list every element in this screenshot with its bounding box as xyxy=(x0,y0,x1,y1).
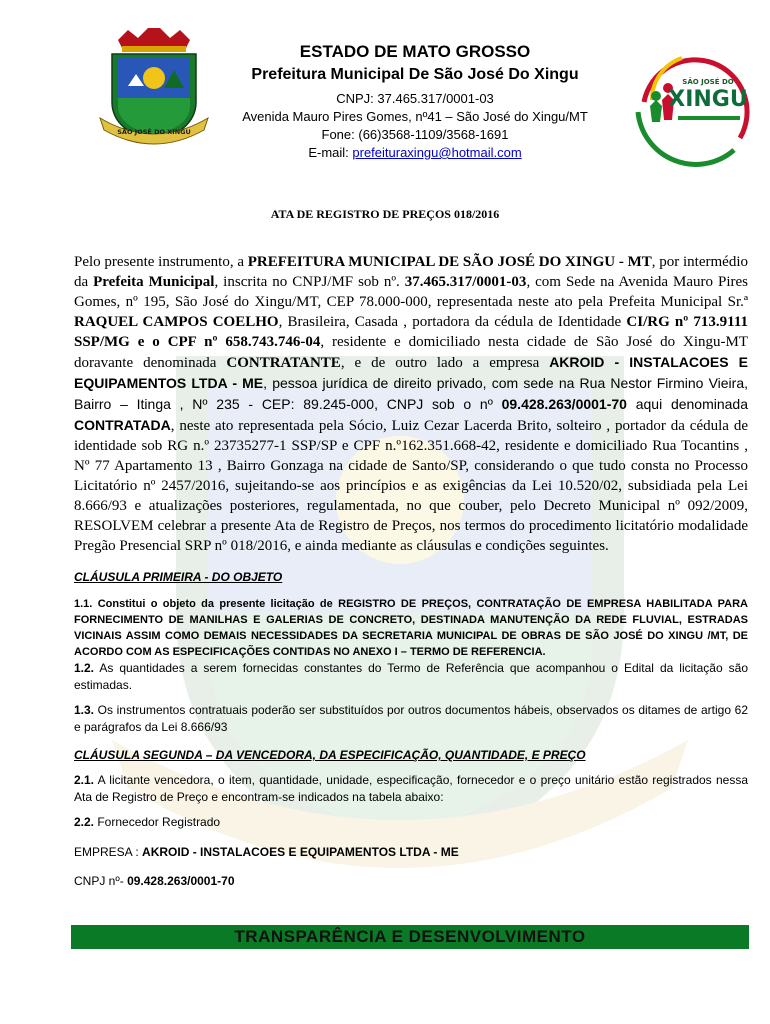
item-number: 1.2. xyxy=(74,661,95,675)
clause1-item2 xyxy=(74,660,748,694)
address-line: Avenida Mauro Pires Gomes, nº41 – São José do Xingu/MT xyxy=(242,109,588,124)
email-label: E-mail: xyxy=(308,145,353,160)
item-number: 2.2. xyxy=(74,815,95,829)
intro-bold: PREFEITURA MUNICIPAL DE SÃO JOSÉ DO XINGU - MT xyxy=(247,254,652,270)
intro-bold: Prefeita Municipal xyxy=(93,274,215,290)
cnpj-value: 09.428.263/0001-70 xyxy=(127,874,235,888)
supplier-company-line xyxy=(74,844,748,861)
intro-bold: CONTRATANTE xyxy=(226,355,341,371)
intro-bold: RAQUEL CAMPOS COELHO xyxy=(74,314,279,330)
intro-text: , pessoa jurídica de direito privado, com sede na Rua Nestor Firmino Vieira, Bairro – Itinga , Nº 235 - CEP: 89.245-000, CNPJ sob o nº xyxy=(74,375,749,412)
email-link[interactable]: prefeituraxingu@hotmail.com xyxy=(352,145,522,160)
clause2-item2 xyxy=(74,814,748,831)
intro-paragraph xyxy=(74,252,748,556)
intro-text: , e de outro lado a empresa xyxy=(340,355,550,371)
clause2-item1 xyxy=(74,772,748,806)
intro-text: , inscrita no CNPJ/MF sob nº. xyxy=(214,274,405,290)
clause1-heading: CLÁUSULA PRIMEIRA - DO OBJETO xyxy=(74,570,283,584)
prefeitura-name: Prefeitura Municipal De São José Do Xingu xyxy=(251,66,579,83)
letterhead xyxy=(180,42,650,162)
intro-text: , neste ato representada pela Sócio, Luiz Cezar Lacerda Brito, solteiro , portador da cédula de identidade sob RG n.º 23735277-1 SSP/SP e CPF n.º162.351.668-42, residente e domiciliado Rua Tocantins , Nº 77 Apartamento 13 , Bairro Gonzaga na cidade de Santo/SP, considerando o que tudo consta no Processo Licitatório nº 2457/2016, sujeitando-se aos princípios e as exigências da Lei 10.520/02, subsidiada pela Lei 8.666/93 e atualizações posteriores, regulamentada, no que couber, pelo Decreto Municipal nº 092/2009, RESOLVEM celebrar a presente Ata de Registro de Preços, nos termos do procedimento licitatório modalidade Pregão Presencial SRP nº 018/2016, e ainda mediante as cláusulas e condições seguintes. xyxy=(74,418,748,554)
brand-name-text: XINGU xyxy=(668,87,748,112)
intro-text: Pelo presente instrumento, a xyxy=(74,254,248,270)
intro-text: , com Sede na Avenida Mauro Pires Gomes, nº 195, São José do Xingu/MT, CEP 78.000-000, representada neste ato pela Prefeita Municipal Sr.ª xyxy=(74,274,748,310)
clause1-heading-line xyxy=(74,568,748,586)
footer-slogan: TRANSPARÊNCIA E DESENVOLVIMENTO xyxy=(234,927,586,946)
clause1-item3 xyxy=(74,702,748,736)
item-text: A licitante vencedora, o item, quantidade, unidade, especificação, fornecedor e o preço unitário estão registrados nessa Ata de Registro de Preço e encontram-se indicados na tabela abaixo: xyxy=(74,773,748,804)
document-title: ATA DE REGISTRO DE PREÇOS 018/2016 xyxy=(270,207,500,221)
supplier-cnpj-line xyxy=(74,873,748,890)
clause2-heading-line xyxy=(74,746,748,764)
intro-bold: 09.428.263/0001-70 xyxy=(501,396,627,412)
item-text: Os instrumentos contratuais poderão ser substituídos por outros documentos hábeis, observados os ditames de artigo 62 e parágrafos da Lei 8.666/93 xyxy=(74,703,748,734)
clause2-heading: CLÁUSULA SEGUNDA – DA VENCEDORA, DA ESPECIFICAÇÃO, QUANTIDADE, E PREÇO xyxy=(74,748,586,762)
item-text: Fornecedor Registrado xyxy=(94,815,221,829)
item-number: 2.1. xyxy=(74,773,95,787)
intro-text: , por intermédio da xyxy=(74,254,748,290)
document-body xyxy=(74,252,748,890)
email-line xyxy=(180,144,650,162)
intro-bold: AKROID - INSTALACOES E EQUIPAMENTOS LTDA - ME xyxy=(74,354,748,391)
intro-bold: CI/RG nº 713.9111 SSP/MG e o CPF nº 658.743.746-04 xyxy=(74,314,749,350)
item-text: Constitui o objeto da presente licitação de REGISTRO DE PREÇOS, CONTRATAÇÃO DE EMPRESA HABILITADA PARA FORNECIMENTO DE MANILHAS E GALERIAS DE CONCRETO, DESTINADA MANUTENÇÃO DA REDE FLUVIAL, ESTRADAS VICINAIS ASSIM COMO DEMAIS NECESSIDADES DA SECRETARIA MUNICIPAL DE OBRAS DE SÃO JOSÉ DO XINGU /MT, DE ACORDO COM AS ESPECIFICAÇÕES CONTIDAS NO ANEXO I – TERMO DE REFERENCIA. xyxy=(74,598,748,658)
brand-top-text: SÃO JOSÉ DO xyxy=(682,78,734,86)
company-label: EMPRESA : xyxy=(74,845,143,859)
intro-bold: CONTRATADA xyxy=(74,417,171,433)
phone-line: Fone: (66)3568-1109/3568-1691 xyxy=(321,127,509,142)
intro-text: , residente e domiciliado nesta cidade de São José do Xingu-MT doravante denominada xyxy=(74,334,748,371)
clause1-item1 xyxy=(74,596,748,660)
company-name: AKROID - INSTALACOES E EQUIPAMENTOS LTDA - ME xyxy=(142,845,459,859)
item-text: As quantidades a serem fornecidas constantes do Termo de Referência que acompanhou o Edital da licitação são estimadas. xyxy=(74,661,748,692)
intro-text: aqui denominada xyxy=(626,396,749,412)
intro-text: , Brasileira, Casada , portadora da cédula de Identidade xyxy=(278,314,627,330)
footer-banner xyxy=(71,925,749,949)
item-number: 1.3. xyxy=(74,703,95,717)
cnpj-label: CNPJ nº- xyxy=(74,874,128,888)
intro-bold: 37.465.317/0001-03 xyxy=(404,274,527,290)
crest-banner-text: SÃO JOSÉ DO XINGU xyxy=(117,128,191,136)
cnpj-line: CNPJ: 37.465.317/0001-03 xyxy=(336,91,494,106)
item-number: 1.1. xyxy=(74,598,93,610)
state-name: ESTADO DE MATO GROSSO xyxy=(299,42,531,61)
